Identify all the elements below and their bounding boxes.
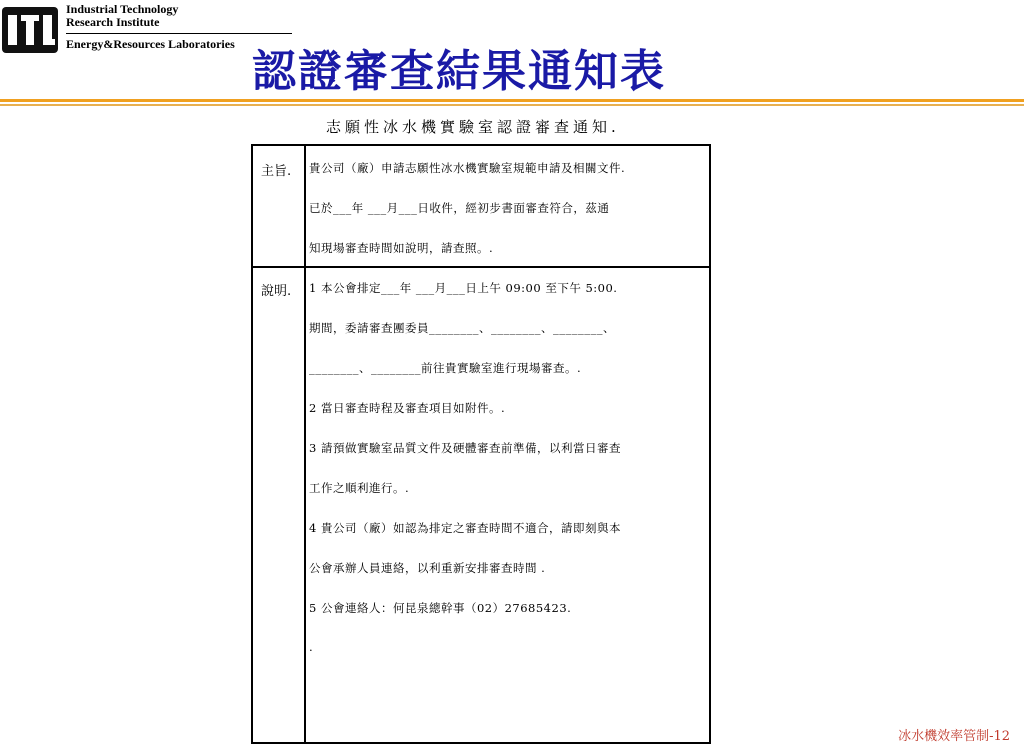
slide-title: 認證審查結果通知表 [252,46,666,97]
itri-logo-icon [2,7,58,53]
subject-label: 主旨. [261,164,292,179]
org-name-line3: Energy&Resources Laboratories [66,37,235,51]
org-divider [66,33,292,34]
org-name-line2: Research Institute [66,15,160,29]
explain-line: . [309,640,314,654]
explain-line: 2 當日審查時程及審查項目如附件。. [309,401,506,415]
notice-title: 志願性冰水機實驗室認證審查通知. [326,118,620,136]
explain-line: 公會承辦人員連絡，以利重新安排審查時間 . [309,561,546,575]
subject-line: 貴公司（廠）申請志願性冰水機實驗室規範申請及相關文件. [309,161,626,175]
explain-line: 5 公會連絡人：何昆泉總幹事（02）27685423. [309,601,572,615]
explain-label: 說明. [261,284,292,299]
form-column-divider [304,146,306,742]
org-name-line1: Industrial Technology [66,2,179,16]
explain-line: 3 請預做實驗室品質文件及硬體審查前準備，以利當日審查 [309,441,621,455]
subject-line: 已於___年 ___月___日收件，經初步書面審查符合，茲通 [309,201,610,215]
explain-line: 工作之順利進行。. [309,481,410,495]
form-row-divider [253,266,709,268]
explain-line: 1 本公會排定___年 ___月___日上午 09:00 至下午 5:00. [309,281,618,295]
notice-form [251,144,711,744]
header-rule-top [0,99,1024,102]
logo-mark [2,7,58,53]
header-rule-bottom [0,104,1024,106]
explain-line: ________、________前往貴實驗室進行現場審查。. [309,361,582,375]
explain-line: 期間，委請審查團委員________、________、________、 [309,321,615,335]
explain-line: 4 貴公司（廠）如認為排定之審查時間不適合，請即刻與本 [309,521,621,535]
page-footer: 冰水機效率管制-12 [898,729,1010,744]
subject-line: 知現場審查時間如說明，請查照。. [309,241,494,255]
